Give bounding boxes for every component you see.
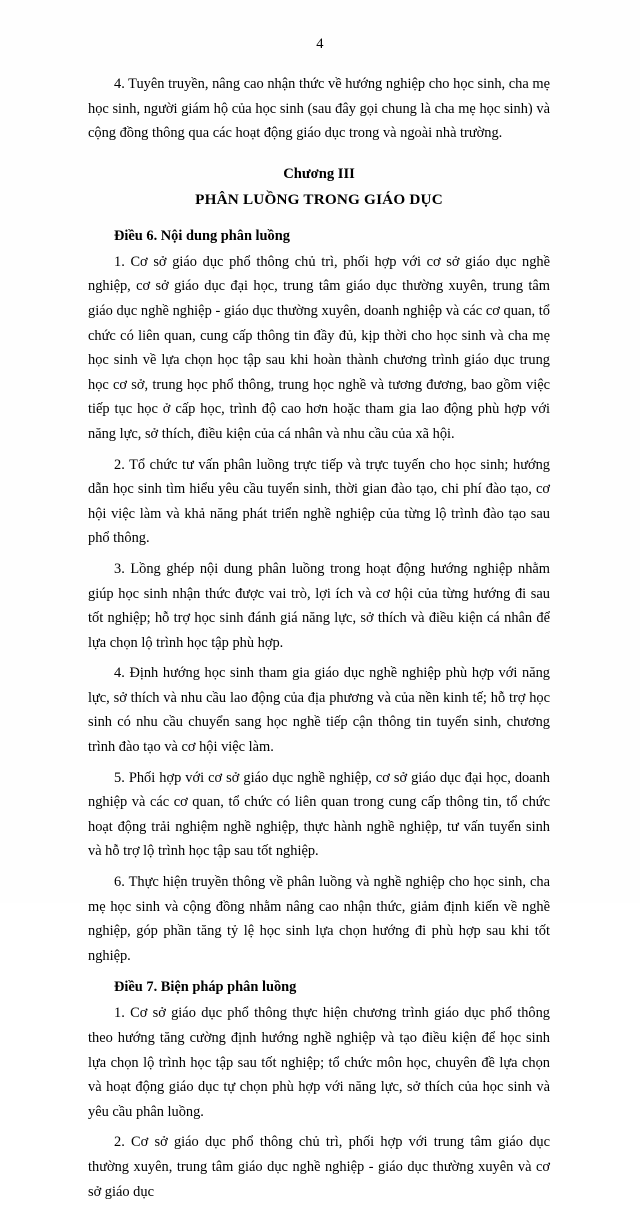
page-number: 4: [316, 36, 324, 52]
article-heading-7: Điều 7. Biện pháp phân luồng: [114, 979, 297, 996]
article7-item-1: 1. Cơ sở giáo dục phổ thông thực hiện chương trình giáo dục phổ thông theo hướng tăng cường định hướng nghề nghiệp và tạo điều kiện để học sinh lựa chọn lộ trình học tập sau tốt nghiệp; tổ chức môn học, chuyên đề lựa chọn và hoạt động giáo dục tự chọn phù hợp với năng lực, sở thích của học sinh và yêu cầu phân luồng.: [88, 1005, 550, 1120]
article-heading-6: Điều 6. Nội dung phân luồng: [114, 227, 290, 244]
article6-item-3: 3. Lồng ghép nội dung phân luồng trong hoạt động hướng nghiệp nhằm giúp học sinh nhận thức được vai trò, lợi ích và cơ hội của từng hướng đi sau tốt nghiệp; hỗ trợ học sinh đánh giá năng lực, sở thích và điều kiện cá nhân để lựa chọn lộ trình học tập phù hợp.: [88, 560, 550, 651]
article6-item-2: 2. Tổ chức tư vấn phân luồng trực tiếp và trực tuyến cho học sinh; hướng dẫn học sinh tìm hiểu yêu cầu tuyển sinh, thời gian đào tạo, chi phí đào tạo, cơ hội việc làm và khả năng phát triển nghề nghiệp của từng lộ trình đào tạo sau phổ thông.: [88, 456, 550, 547]
article7-item-2: 2. Cơ sở giáo dục phổ thông chủ trì, phối hợp với trung tâm giáo dục thường xuyên, trung tâm giáo dục nghề nghiệp - giáo dục thường xuyên và cơ sở giáo dục: [88, 1134, 550, 1200]
article6-item-1: 1. Cơ sở giáo dục phổ thông chủ trì, phối hợp với cơ sở giáo dục nghề nghiệp, cơ sở giáo dục đại học, trung tâm giáo dục thường xuyên, trung tâm giáo dục nghề nghiệp - giáo dục thường xuyên, doanh nghiệp và các cơ quan, tổ chức có liên quan, cung cấp thông tin đầy đủ, kịp thời cho học sinh và cha mẹ học sinh về lựa chọn học tập sau khi hoàn thành chương trình giáo dục trung học cơ sở, trung học phổ thông, trung học nghề và tương đương, bao gồm việc tiếp tục học ở cấp học, trình độ cao hơn hoặc tham gia lao động phù hợp với năng lực, sở thích, điều kiện của cá nhân và nhu cầu của xã hội.: [88, 253, 550, 442]
paragraph-block: [88, 661, 550, 759]
paragraph-block: [88, 453, 550, 551]
paragraph-block: [88, 557, 550, 655]
paragraph-block: [88, 1130, 550, 1204]
paragraph-block: [88, 250, 550, 447]
paragraph-item-4: 4. Tuyên truyền, nâng cao nhận thức về hướng nghiệp cho học sinh, cha mẹ học sinh, người giám hộ của học sinh (sau đây gọi chung là cha mẹ học sinh) và cộng đồng thông qua các hoạt động giáo dục trong và ngoài nhà trường.: [88, 76, 550, 142]
document-body: [88, 72, 550, 1210]
article6-item-6: 6. Thực hiện truyền thông về phân luồng và nghề nghiệp cho học sinh, cha mẹ học sinh và cộng đồng nhằm nâng cao nhận thức, giảm định kiến về nghề nghiệp, góp phần tăng tỷ lệ học sinh lựa chọn hướng đi phù hợp sau khi tốt nghiệp.: [88, 874, 550, 964]
paragraph-block: [88, 766, 550, 864]
paragraph-block: [88, 72, 550, 146]
paragraph-block: [88, 870, 550, 968]
chapter-title: PHÂN LUỒNG TRONG GIÁO DỤC: [195, 190, 443, 208]
article6-item-4: 4. Định hướng học sinh tham gia giáo dục nghề nghiệp phù hợp với năng lực, sở thích và nhu cầu lao động của địa phương và của nền kinh tế; hỗ trợ học sinh có nhu cầu chuyển sang học nghề tiếp cận thông tin tuyển sinh, chương trình đào tạo và cơ hội việc làm.: [88, 665, 550, 756]
chapter-heading: Chương III: [283, 165, 355, 182]
chapter-block: [88, 162, 550, 213]
article6-item-5: 5. Phối hợp với cơ sở giáo dục nghề nghiệp, cơ sở giáo dục đại học, doanh nghiệp và các cơ quan, tổ chức có liên quan trong cung cấp thông tin, tổ chức hoạt động trải nghiệm nghề nghiệp, thực hành nghề nghiệp, tư vấn tuyển sinh và hỗ trợ lộ trình học tập sau tốt nghiệp.: [88, 769, 550, 860]
paragraph-block: [88, 1001, 550, 1124]
